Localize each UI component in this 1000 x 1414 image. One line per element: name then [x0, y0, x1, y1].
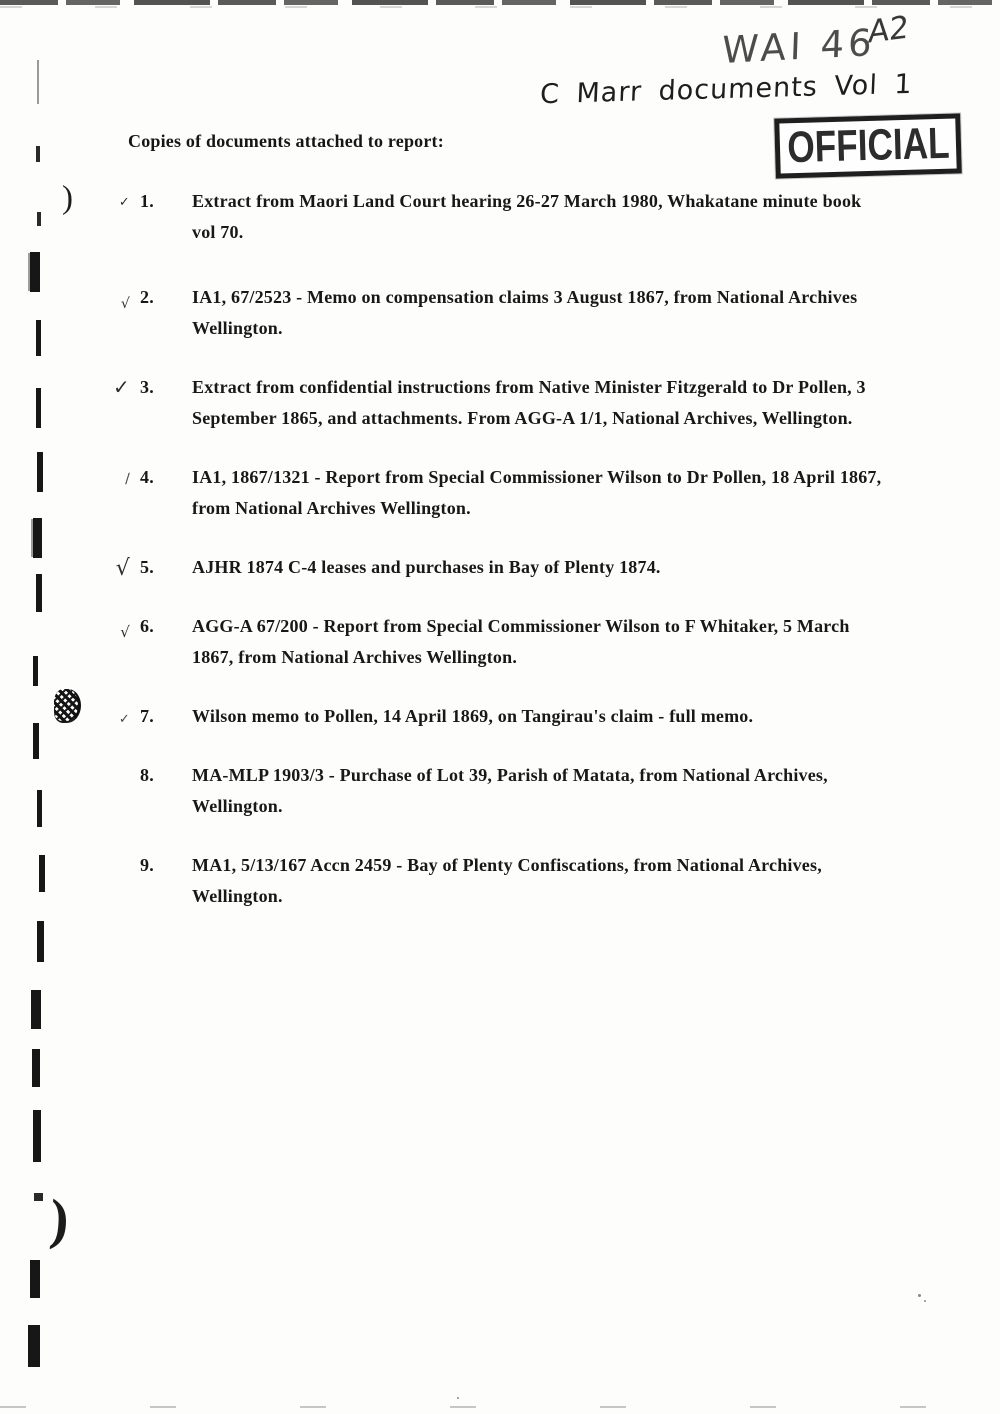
margin-paren-mark: ) [62, 180, 73, 216]
document-list-item [108, 850, 892, 912]
item-number: 2. [140, 287, 154, 307]
binding-mark [37, 60, 39, 104]
checkmark-icon [108, 850, 130, 912]
binding-mark [31, 990, 41, 1029]
binding-mark [37, 212, 41, 226]
binding-mark [34, 1193, 43, 1201]
scan-artifact-bottom-edge [0, 1406, 1000, 1408]
scan-speck [924, 1300, 926, 1302]
checkmark-icon: ✓ [118, 195, 130, 210]
scan-speck [457, 1397, 459, 1399]
handwritten-claim-ref: WAI 46 [721, 20, 877, 73]
binding-mark [33, 723, 39, 759]
binding-mark [37, 790, 42, 827]
binding-mark [37, 921, 44, 962]
handwritten-doc-ref: A2 [867, 9, 910, 51]
binding-mark [33, 1110, 41, 1162]
item-text: AGG-A 67/200 - Report from Special Commissioner Wilson to F Whitaker, 5 March 1867, from National Archives Wellington. [192, 616, 850, 667]
binding-mark [36, 320, 41, 356]
item-text: MA1, 5/13/167 Accn 2459 - Bay of Plenty Confiscations, from National Archives, Wellington. [192, 855, 822, 906]
checkmark-icon: √ [120, 296, 130, 312]
official-stamp-label: OFFICIAL [786, 118, 950, 173]
item-number: 7. [140, 706, 154, 726]
item-text: Extract from confidential instructions from Native Minister Fitzgerald to Dr Pollen, 3 September 1865, and attachments. From AGG-A 1/1, National Archives, Wellington. [192, 377, 866, 428]
scan-speck [918, 1294, 921, 1297]
binding-mark [39, 855, 45, 892]
item-number: 1. [140, 191, 154, 211]
document-list-item [108, 186, 892, 248]
document-list [108, 186, 892, 940]
item-text: IA1, 1867/1321 - Report from Special Commissioner Wilson to Dr Pollen, 18 April 1867, from National Archives Wellington. [192, 467, 882, 518]
document-list-item [108, 462, 892, 524]
official-stamp [774, 113, 962, 178]
item-number: 3. [140, 377, 154, 397]
binding-mark [36, 146, 40, 162]
item-number: 9. [140, 855, 154, 875]
item-number: 8. [140, 765, 154, 785]
hole-punch-blob [54, 689, 81, 723]
binding-mark [33, 656, 38, 686]
binding-mark [33, 518, 42, 558]
document-heading: Copies of documents attached to report: [128, 131, 444, 151]
scan-artifact-top-edge-faint [0, 6, 1000, 8]
item-text: Wilson memo to Pollen, 14 April 1869, on Tangirau's claim - full memo. [192, 706, 754, 726]
document-list-item [108, 701, 892, 732]
document-list-item [108, 282, 892, 344]
checkmark-icon: ✓ [113, 375, 130, 399]
scan-artifact-top-edge [0, 0, 1000, 5]
item-number: 4. [140, 467, 154, 487]
binding-mark [30, 1260, 40, 1298]
item-number: 5. [140, 557, 154, 577]
margin-paren-mark-bottom: ) [47, 1188, 71, 1252]
item-number: 6. [140, 616, 154, 636]
binding-mark [28, 1325, 40, 1367]
checkmark-icon: √ [115, 556, 130, 581]
item-text: IA1, 67/2523 - Memo on compensation claims 3 August 1867, from National Archives Wellington. [192, 287, 858, 338]
binding-mark [32, 1049, 40, 1087]
document-list-item [108, 611, 892, 673]
binding-mark [30, 252, 40, 292]
handwritten-volume-title: C Marr documents Vol 1 [539, 68, 914, 111]
document-list-item [108, 760, 892, 822]
document-list-item [108, 372, 892, 434]
item-text: Extract from Maori Land Court hearing 26-27 March 1980, Whakatane minute book vol 70. [192, 191, 862, 242]
checkmark-icon: ∕ [125, 471, 130, 487]
binding-mark [36, 574, 42, 612]
document-list-item [108, 552, 892, 583]
checkmark-icon [108, 760, 130, 822]
binding-mark [37, 452, 43, 492]
item-text: MA-MLP 1903/3 - Purchase of Lot 39, Parish of Matata, from National Archives, Wellington. [192, 765, 828, 816]
item-text: AJHR 1874 C-4 leases and purchases in Bay of Plenty 1874. [192, 557, 661, 577]
binding-mark [36, 388, 41, 428]
checkmark-icon: ✓ [118, 712, 130, 727]
checkmark-icon: √ [120, 623, 130, 641]
